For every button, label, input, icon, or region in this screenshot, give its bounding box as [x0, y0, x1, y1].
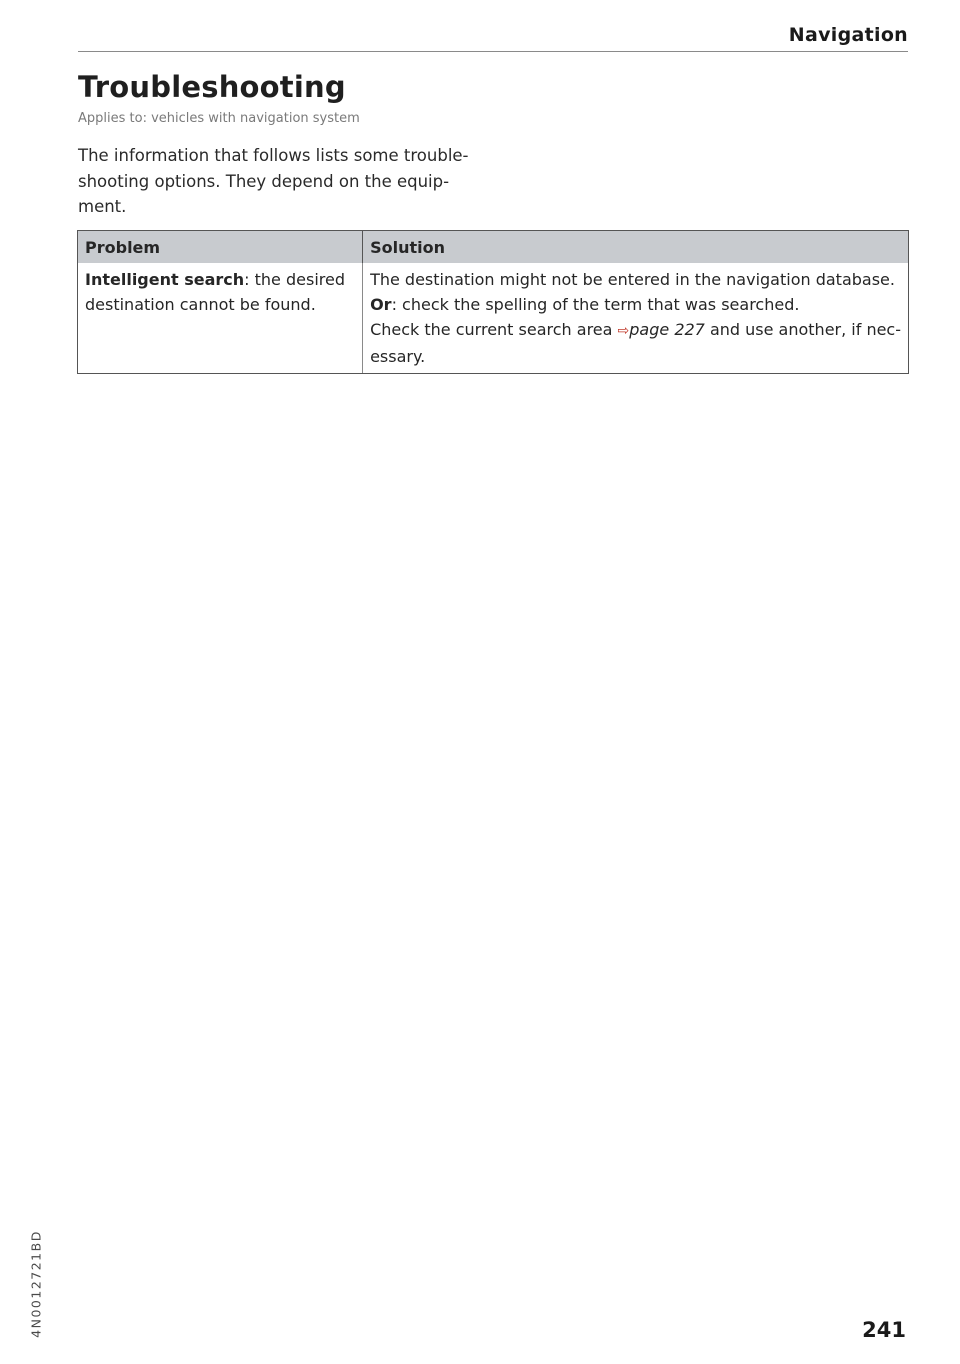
- cross-reference-arrow-icon: ⇨: [617, 323, 630, 339]
- troubleshooting-table: [77, 230, 909, 374]
- running-header-section: Navigation: [788, 24, 908, 46]
- problem-term: Intelligent search: [85, 270, 245, 289]
- intro-line: shooting options. They depend on the equip-: [78, 171, 450, 191]
- solution-text: Check the current search area: [370, 320, 618, 339]
- solution-line: [370, 292, 901, 317]
- solution-line: [370, 317, 901, 344]
- applies-to-note: Applies to: vehicles with navigation system: [78, 111, 360, 126]
- problem-text: : the desired: [244, 270, 345, 289]
- solution-cell: [363, 263, 909, 374]
- solution-text: and use another, if nec-: [704, 320, 901, 339]
- column-header-solution: Solution: [363, 231, 909, 264]
- table-row: [78, 263, 909, 374]
- solution-or-keyword: Or: [370, 295, 392, 314]
- intro-paragraph: [78, 143, 478, 220]
- solution-line: essary.: [370, 347, 426, 366]
- document-code: 4N0012721BD: [28, 1230, 44, 1338]
- header-rule: [78, 51, 908, 52]
- page-number: 241: [862, 1318, 906, 1342]
- page-title: Troubleshooting: [78, 70, 346, 104]
- intro-line: The information that follows lists some trouble-: [78, 146, 469, 165]
- page-reference-link[interactable]: page 227: [629, 320, 705, 339]
- table-header-row: [78, 231, 909, 264]
- column-header-problem: Problem: [78, 231, 363, 264]
- solution-text: : check the spelling of the term that was searched.: [391, 295, 800, 314]
- problem-cell: [78, 263, 363, 374]
- solution-line: The destination might not be entered in the navigation database.: [370, 270, 895, 289]
- problem-line: [85, 267, 355, 292]
- problem-line: destination cannot be found.: [85, 295, 316, 314]
- intro-line: ment.: [78, 197, 127, 216]
